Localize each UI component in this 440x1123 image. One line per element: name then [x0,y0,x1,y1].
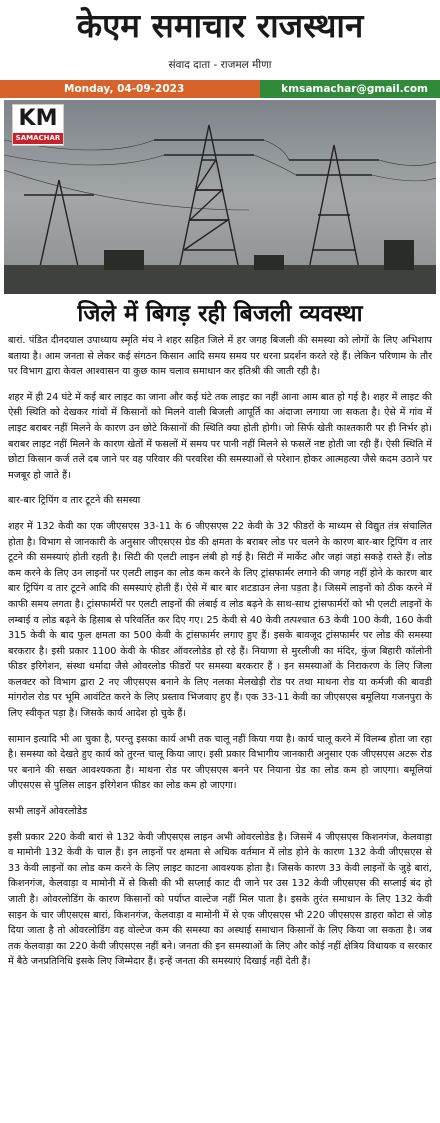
masthead [0,0,440,80]
article-subheading: सभी लाइनें ओवरलोडेड [8,806,88,818]
newspaper-title: केएम समाचार राजस्थान [76,6,364,45]
reporter-line: संवाद दाता - राजमल मीणा [168,59,272,71]
article-paragraph: इसी प्रकार 220 केवी बारां से 132 केवी जीएसएस लाइन अभी ओवरलोडेड है। जिसमें 4 जीएसएस किशनगंज, केलवाड़ा व मामोनी 132 केवी के चाल हैं। इन लाइनों पर क्षमता से अधिक वर्तमान में लोड होने के कारण 132 केवी जीएसएस से 33 केवी लाइनों का लोड कम करने के लिए लाइट काटना आवश्यक होता है। जिसके कारण 33 केवी लाइनों के जुड़े बारां, किशनगंज, केलवाड़ा व मामोनी में से किसी की भी सप्लाई काट दी जाने पर उस 132 केवी जीएसएस की सप्लाई बंद हो जाती है। ओवरलोडिंग के कारण किसानों को पर्याप्त वाल्टेज नहीं मिल पाता है। इसके तुरंत समाधान के लिए 132 केवी साइन के चार जीएसएस बारां, किशनगंज, केलवाड़ा व मामोनी में से एक जीएसएस भी 220 जीएसएस डाहरा कोटा से जोड़ दिया जाता है तो ओवरलोडिंग वह वोल्टेज कम की समस्या का अस्थाई समाधान किसानों के लिए किया जा सकता है। जब तक केलवाड़ा का 220 केवी जीएसएस नहीं बने। जनता की इन समस्याओं के लिए और कोई नहीं क्षेत्रिय विधायक व सरकार में बैठे जनप्रतिनिधि इसके लिए जिम्मेदार हैं। इन्हें जनता की समस्याएं दिखाई नहीं देती हैं। [8,831,432,968]
article-body [8,333,432,980]
logo-initials: KM [18,106,58,131]
date-email-bar [0,80,440,98]
logo-name: SAMACHAR [13,133,63,144]
article-paragraph: सामान इत्यादि भी आ चुका है, परन्तु इसका कार्य अभी तक चालू नहीं किया गया है। कार्य चालू करने में विलम्ब होता जा रहा है। समस्या को देखते हुए कार्य को तुरन्त चालू किया जाए। इसी प्रकार विभागीय जानकारी अनुसार एक जीएसएस अटरू रोड पर बनाने की सख्त आवश्यकता है। माथना रोड पर जीएसएस बनने पर नियाना ग्रेड का लोड कम हो जाएगा। बमूलियां जीएसएस से पुलिस लाइन इरिगेशन फीडर का लोड कम हो जाएगा। [8,733,432,792]
email-label: kmsamachar@gmail.com [260,80,440,98]
date-label: Monday, 04-09-2023 [0,80,260,98]
km-samachar-logo [12,104,64,146]
article-paragraph: बारां. पंडित दीनदयाल उपाध्याय स्मृति मंच ने शहर सहित जिले में हर जगह बिजली की समस्या को लोगों के लिए अभिशाप बताया है। आम जनता से लेकर कई संगठन किसान आदि समय समय पर धरना प्रदर्शन करते रहे हैं। लेकिन परिणाम के तौर पर विभाग द्वारा केवल आश्वासन या कुछ काम चलाव समाधान कर इतिश्री की जाती रही है। [8,335,432,378]
power-grid-photo [4,100,436,294]
article-paragraph: शहर में ही 24 घंटे में कई बार लाइट का जाना और कई घंटे तक लाइट का नहीं आना आम बात हो गई है। शहर में लाइट की ऐसी स्थिति को देखकर गांवों में किसानों को मिलने वाली बिजली आपूर्ति का अंदाजा लगाया जा सकता है। ऐसे में गांव में लाइट बराबर नहीं मिलने के कारण उन छोटे किसानों की स्थिति क्या होती होगी। जो सिर्फ खेती काश्तकारी पर ही निर्भर हो। बराबर लाइट नहीं मिलने के कारण खेतों में फसलों में समय पर पानी नहीं मिलने से फसलें नष्ट होती जा रही हैं। ऐसी स्थिति में छोटा किसान कर्ज तले दब जाने पर वह परिवार की परवरिश की समस्याओं से परेशान होकर आत्महत्या जैसे कदम उठाने पर मजबूर हो जाते हैं। [8,391,432,481]
transmission-towers-illustration [4,100,436,294]
article-subheading: बार-बार ट्रिपिंग व तार टूटने की समस्या [8,495,141,507]
article-headline: जिले में बिगड़ रही बिजली व्यवस्था [77,301,363,327]
article-paragraph: शहर में 132 केवी का एक जीएसएस 33-11 के 6 जीएसएस 22 केवी के 32 फीडरों के माध्यम से विद्युत तंत्र संचालित होता है। विभाग से जानकारी के अनुसार जीएसएस ग्रेड की क्षमता के बराबर लोड पर चलने के कारण बार-बार ट्रिपिंग व तार टूटने की समस्याएं होती रहती है। सिटी की एलटी लाइन लंबी हो गई है। सिटी में मार्केट और जहां जहां सकड़े रास्ते हैं। लोड कम करने के लिए उन लाइनों पर एलटी लाइन का लोड कम करने के लिए ट्रांसफार्मर लगाने की जगह नहीं होने के कारण बार बार ट्रिपिंग व तार टूटने आदि की समस्याएं होती हैं। ऐसे में बार बार शटडाउन लेना पड़ता है। जिसमें लाइनों को ठीक करने में काफी समय लगता है। ट्रांसफार्मरों पर एलटी लाइनों की लंबाई व लोड बढ़ने के साथ-साथ ट्रांसफार्मरों को भी एलटी लाइनों के लम्बाई व लोड बढ़ने के हिसाब से परिवर्तित कर दिए गए। 25 केवी से 40 केवी तत्पश्चात 63 केवी 100 केवी, 160 केवी 315 केवी के बाद फुल क्षमता का 500 केवी के ट्रांसफार्मर लगाए हुए हैं। इसके बावजूद ट्रांसफार्मर पर लोड की समस्या बरकरार है। इसी प्रकार 1100 केवी के फीडर ऑवरलोडेड हो रहे हैं। नियाणा से मुरलीजी का मंदिर, कुंज बिहारी कॉलोनी फीडर इरिगेशन, संस्था धर्मादा जैसे ओवरलोड फीडरों पर समस्या बरकरार हैं । इन समस्याओं के निराकरण के लिए जिला कलक्टर को विभाग द्वारा 2 नए जीएसएस बनाने के लिए नलका मेलखेड़ी रोड पर तथा माथना रोड या कर्मजी की बावडी मांगरोल रोड पर भूमि आवंटित करने के लिए प्रस्ताव भिजवाए हुए हैं। एक 33-11 केवी का जीएसएस बमूलिया गजनपुरा के लिए स्वीकृत पड़ा है। जिसके कार्य आदेश हो चुके हैं। [8,520,432,720]
